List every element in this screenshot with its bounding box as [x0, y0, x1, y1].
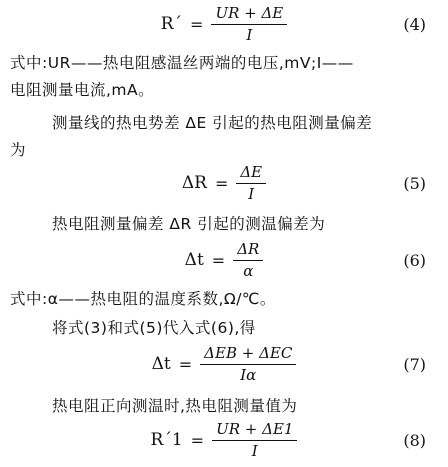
- paragraph-2-line-2: 为: [10, 141, 27, 159]
- equation-5-numerator: ΔE: [240, 163, 263, 181]
- equation-8-fraction: [212, 420, 297, 460]
- paragraph-6-line-1: 热电阻正向测温时,热电阻测量值为: [52, 397, 298, 415]
- paragraph-2-line-1: 测量线的热电势差 ΔE 引起的热电阻测量偏差: [52, 114, 373, 132]
- equation-5-denominator: I: [248, 185, 255, 204]
- equation-8-lhs: R´1: [150, 430, 183, 451]
- paragraph-4-line-1: 式中:α——热电阻的温度系数,Ω/℃。: [10, 290, 276, 308]
- equation-6-numerator: ΔR: [237, 240, 260, 258]
- paragraph-3-line-1: 热电阻测量偏差 ΔR 引起的测温偏差为: [52, 215, 326, 233]
- equation-7-numerator: ΔEB + ΔEC: [204, 344, 293, 362]
- equation-8-number: (8): [403, 430, 426, 450]
- equation-5-fraction: [236, 163, 266, 203]
- equals-sign: =: [214, 173, 229, 193]
- equation-7-denominator: Iα: [240, 366, 257, 385]
- equation-4-lhs: R´: [160, 14, 183, 35]
- equation-4-number: (4): [403, 14, 426, 34]
- equation-4: [0, 4, 448, 44]
- equation-8-numerator: UR + ΔE1: [216, 420, 294, 438]
- equals-sign: =: [190, 14, 204, 34]
- equation-6-denominator: α: [243, 262, 254, 281]
- equation-6-number: (6): [403, 250, 426, 270]
- equation-4-numerator: UR + ΔE: [215, 4, 284, 22]
- equation-5-number: (5): [403, 173, 426, 193]
- paragraph-5-line-1: 将式(3)和式(5)代入式(6),得: [52, 319, 256, 337]
- equation-4-fraction: [211, 4, 287, 44]
- equation-6-fraction: [233, 240, 263, 280]
- equation-7-fraction: [200, 344, 296, 384]
- equation-5: [0, 163, 448, 203]
- equals-sign: =: [178, 354, 193, 374]
- equation-6-lhs: Δt: [184, 250, 204, 271]
- equation-7: [0, 344, 448, 384]
- paragraph-1-line-1: 式中:UR——热电阻感温丝两端的电压,mV;I——: [10, 54, 354, 72]
- equals-sign: =: [211, 250, 226, 270]
- equation-8: [0, 420, 448, 460]
- paragraph-1-line-2: 电阻测量电流,mA。: [10, 81, 155, 99]
- equation-6: [0, 240, 448, 280]
- equation-5-lhs: ΔR: [181, 173, 207, 194]
- equals-sign: =: [190, 430, 205, 450]
- equation-4-denominator: I: [246, 26, 253, 45]
- equation-7-number: (7): [403, 354, 426, 374]
- equation-7-lhs: Δt: [151, 354, 171, 375]
- equation-8-denominator: I: [251, 442, 258, 461]
